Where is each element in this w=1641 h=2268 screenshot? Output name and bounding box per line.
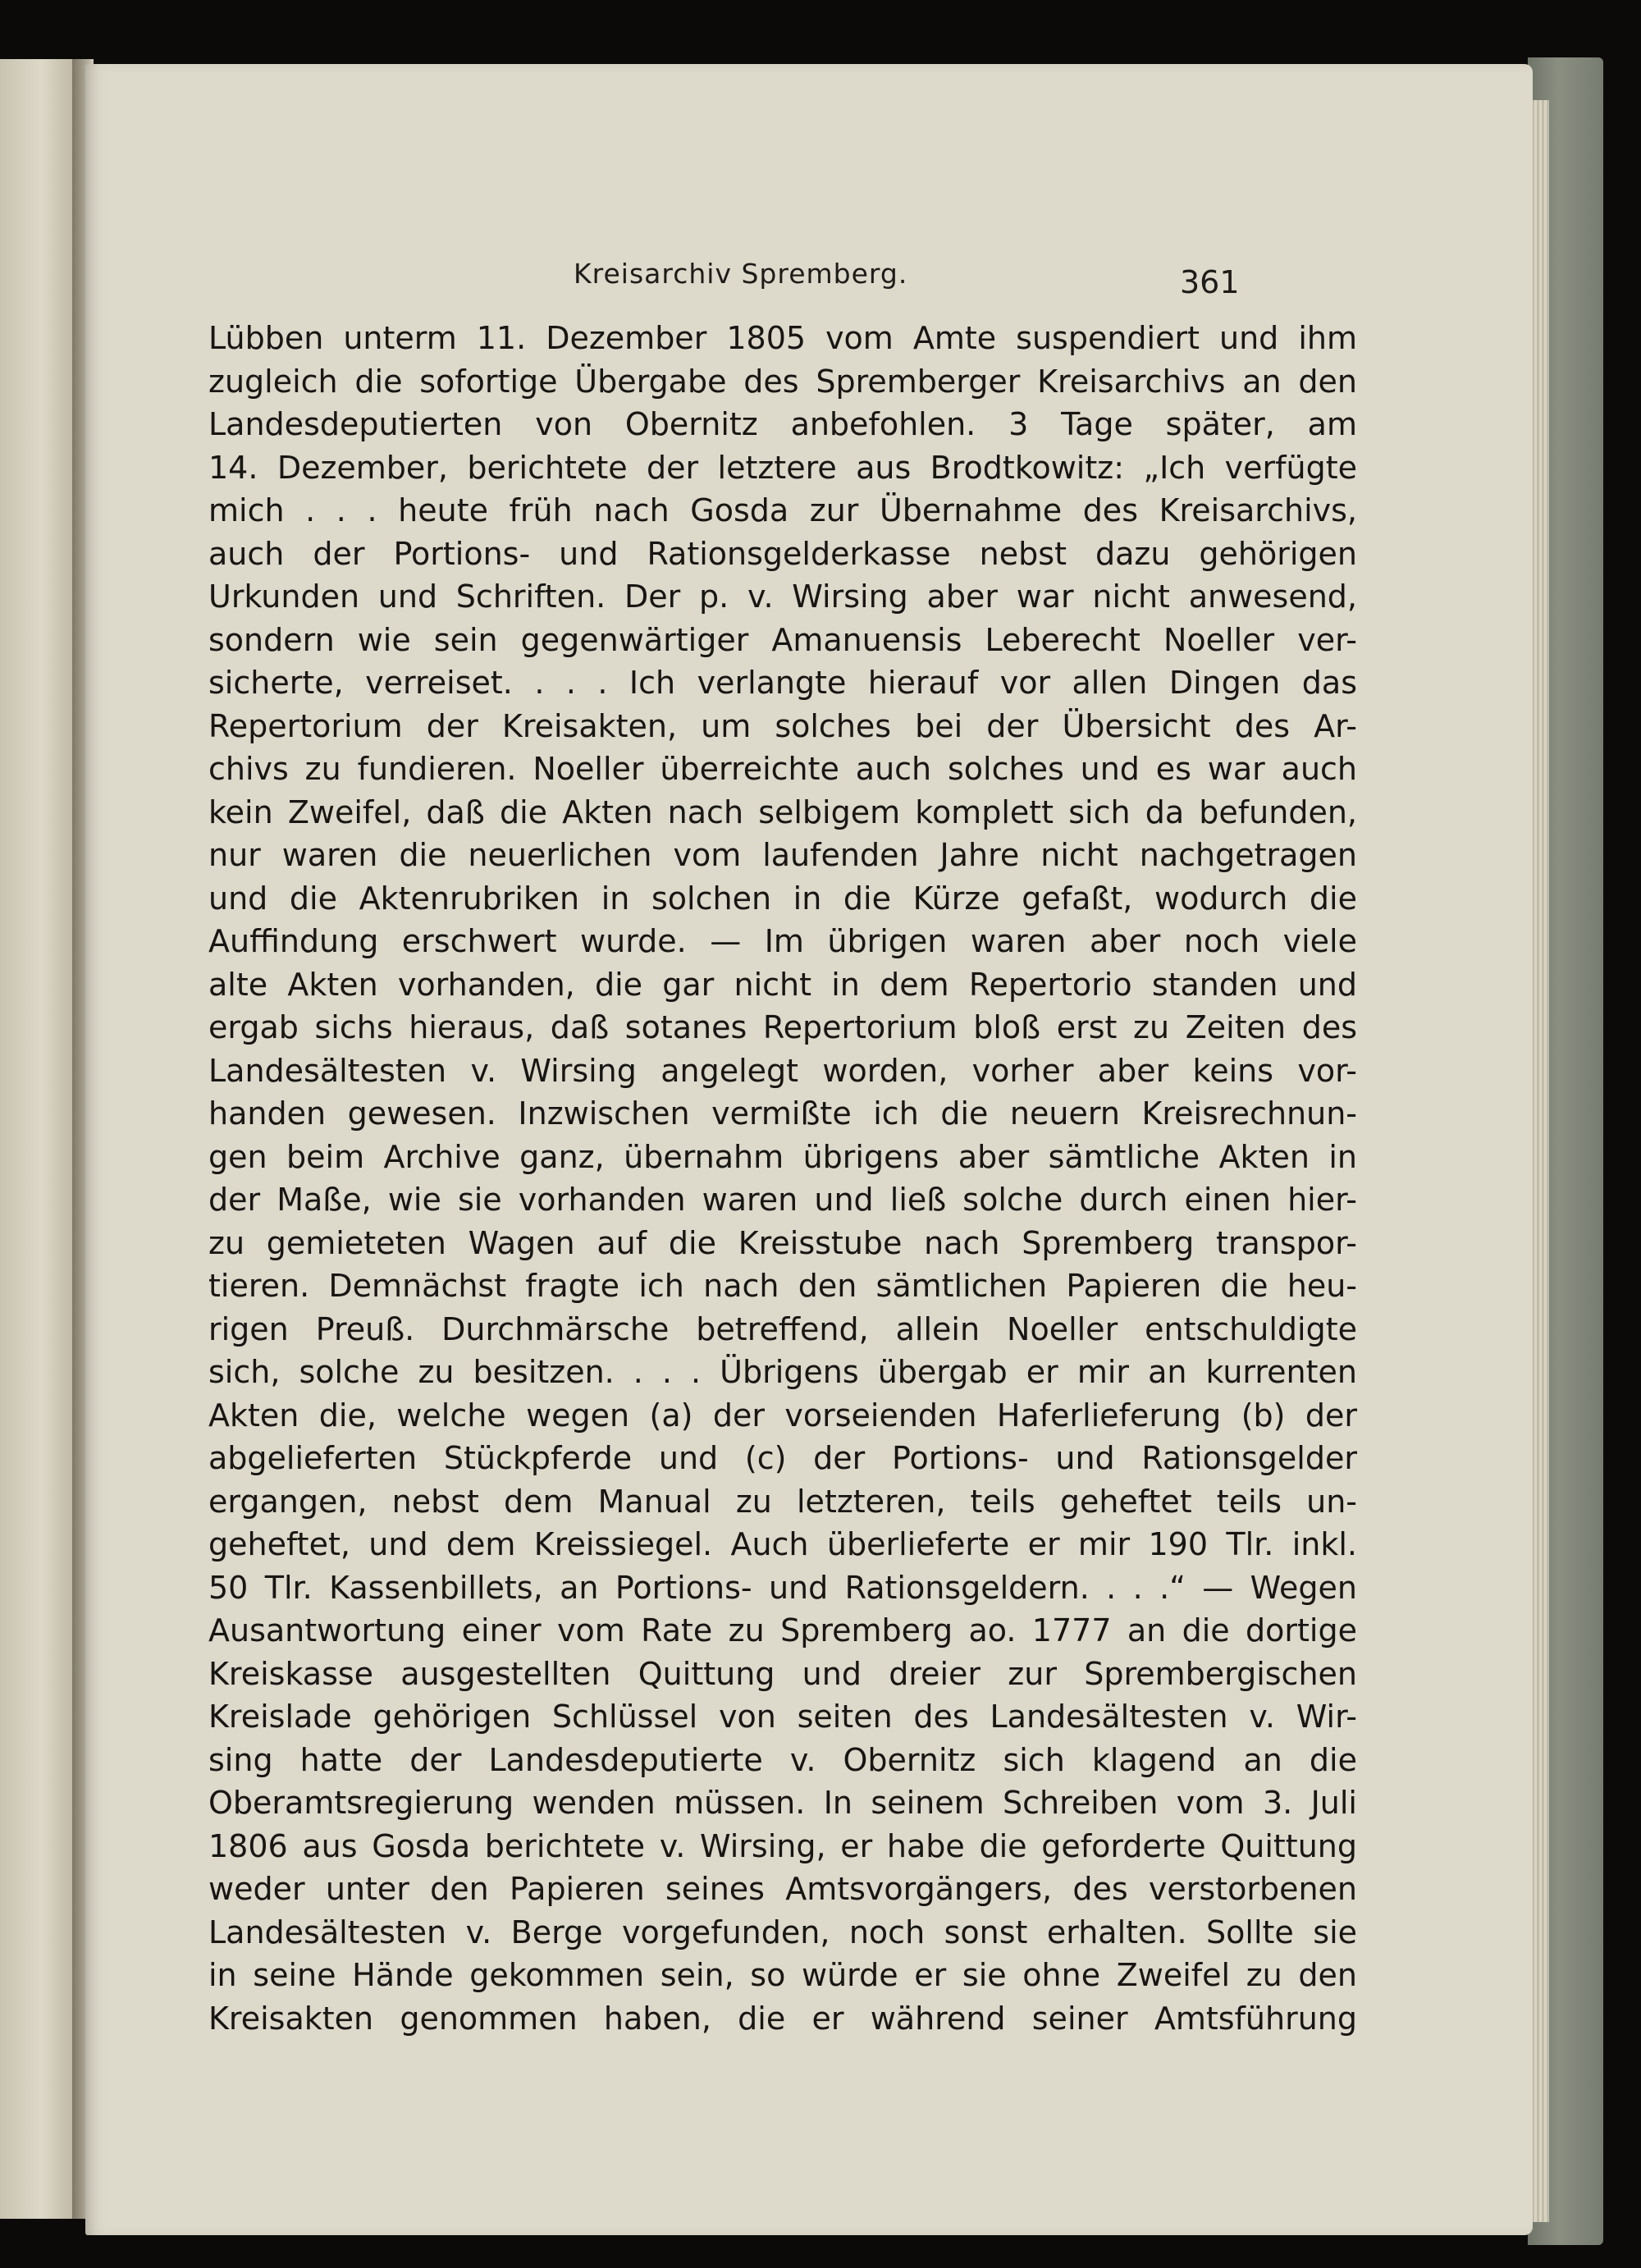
text-line-content: Landesältesten v. Berge vorgefunden, noch sonst erhalten. Sollte sie bbox=[208, 1914, 1357, 1950]
text-line bbox=[208, 1609, 1357, 1653]
text-line bbox=[208, 661, 1357, 705]
text-line bbox=[208, 1006, 1357, 1049]
text-line-content: Akten die, welche wegen (a) der vorseienden Haferlieferung (b) der bbox=[208, 1397, 1357, 1434]
text-line bbox=[208, 1480, 1357, 1524]
text-line bbox=[208, 446, 1357, 490]
text-line bbox=[208, 705, 1357, 748]
text-line-content: sing hatte der Landesdeputierte v. Obernitz sich klagend an die bbox=[208, 1741, 1357, 1778]
text-line bbox=[208, 1911, 1357, 1955]
text-line-content: Ausantwortung einer vom Rate zu Spremberg ao. 1777 an die dortige bbox=[208, 1612, 1357, 1648]
text-line-content: der Maße, wie sie vorhanden waren und ließ solche durch einen hier- bbox=[208, 1182, 1357, 1218]
text-line-content: handen gewesen. Inzwischen vermißte ich die neuern Kreisrechnun- bbox=[208, 1095, 1357, 1132]
text-line-content: Kreisakten genommen haben, die er während seiner Amtsführung bbox=[208, 2000, 1357, 2037]
text-line bbox=[208, 1825, 1357, 1868]
body-text bbox=[208, 317, 1357, 2040]
text-line bbox=[208, 1351, 1357, 1394]
text-line-content: in seine Hände gekommen sein, so würde er sie ohne Zweifel zu den bbox=[208, 1957, 1357, 1993]
text-line-content: und die Aktenrubriken in solchen in die Kürze gefaßt, wodurch die bbox=[208, 880, 1357, 917]
text-line bbox=[208, 834, 1357, 877]
text-line-content: sicherte, verreiset. . . . Ich verlangte hierauf vor allen Dingen das bbox=[208, 665, 1357, 701]
text-line bbox=[208, 1308, 1357, 1351]
left-page-edge bbox=[0, 59, 75, 2219]
text-line bbox=[208, 1264, 1357, 1308]
text-line bbox=[208, 1394, 1357, 1438]
text-line bbox=[208, 1222, 1357, 1265]
text-line bbox=[208, 920, 1357, 963]
text-line-content: kein Zweifel, daß die Akten nach selbigem komplett sich da befunden, bbox=[208, 793, 1357, 830]
text-line-content: Repertorium der Kreisakten, um solches bei der Übersicht des Ar- bbox=[208, 707, 1357, 744]
text-line-content: ergab sichs hieraus, daß sotanes Repertorium bloß erst zu Zeiten des bbox=[208, 1009, 1357, 1045]
book-page bbox=[85, 64, 1533, 2235]
text-line-content: geheftet, und dem Kreissiegel. Auch überlieferte er mir 190 Tlr. inkl. bbox=[208, 1526, 1357, 1562]
text-line bbox=[208, 575, 1357, 619]
text-line-content: zugleich die sofortige Übergabe des Spremberger Kreisarchivs an den bbox=[208, 363, 1357, 400]
text-line bbox=[208, 489, 1357, 533]
text-line bbox=[208, 1653, 1357, 1696]
text-line-content: Landesältesten v. Wirsing angelegt worden, vorher aber keins vor- bbox=[208, 1052, 1357, 1089]
text-line-content: sich, solche zu besitzen. . . . Übrigens übergab er mir an kurrenten bbox=[208, 1354, 1357, 1390]
text-line-content: Lübben unterm 11. Dezember 1805 vom Amte suspendiert und ihm bbox=[208, 320, 1357, 356]
text-line-content: chivs zu fundieren. Noeller überreichte auch solches und es war auch bbox=[208, 751, 1357, 787]
text-line bbox=[208, 1136, 1357, 1179]
text-line bbox=[208, 1781, 1357, 1825]
text-line bbox=[208, 1739, 1357, 1782]
text-line-content: gen beim Archive ganz, übernahm übrigens aber sämtliche Akten in bbox=[208, 1138, 1357, 1175]
text-line-content: Auffindung erschwert wurde. — Im übrigen waren aber noch viele bbox=[208, 923, 1357, 959]
text-line bbox=[208, 1178, 1357, 1222]
text-line bbox=[208, 791, 1357, 834]
text-line-content: sondern wie sein gegenwärtiger Amanuensis Leberecht Noeller ver- bbox=[208, 621, 1357, 658]
text-line-content: alte Akten vorhanden, die gar nicht in dem Repertorio standen und bbox=[208, 966, 1357, 1003]
text-line bbox=[208, 1695, 1357, 1739]
page-number: 361 bbox=[1180, 264, 1240, 300]
text-line-content: nur waren die neuerlichen vom laufenden Jahre nicht nachgetragen bbox=[208, 837, 1357, 873]
text-line bbox=[208, 963, 1357, 1007]
text-line-content: Kreislade gehörigen Schlüssel von seiten des Landesältesten v. Wir- bbox=[208, 1699, 1357, 1735]
running-head-title: Kreisarchiv Spremberg. bbox=[574, 258, 908, 290]
text-line bbox=[208, 877, 1357, 921]
text-line bbox=[208, 1049, 1357, 1093]
text-line-content: 14. Dezember, berichtete der letztere aus Brodtkowitz: „Ich verfügte bbox=[208, 449, 1357, 486]
text-line-content: tieren. Demnächst fragte ich nach den sämtlichen Papieren die heu- bbox=[208, 1268, 1357, 1304]
text-line-content: mich . . . heute früh nach Gosda zur Übernahme des Kreisarchivs, bbox=[208, 492, 1357, 528]
text-line-content: auch der Portions- und Rationsgelderkasse nebst dazu gehörigen bbox=[208, 535, 1357, 572]
text-line-content: abgelieferten Stückpferde und (c) der Portions- und Rationsgelder bbox=[208, 1440, 1357, 1476]
text-line-content: Landesdeputierten von Obernitz anbefohlen. 3 Tage später, am bbox=[208, 406, 1357, 442]
text-line-content: Oberamtsregierung wenden müssen. In seinem Schreiben vom 3. Juli bbox=[208, 1785, 1357, 1821]
text-line bbox=[208, 1997, 1357, 2041]
text-line-content: Urkunden und Schriften. Der p. v. Wirsing aber war nicht anwesend, bbox=[208, 578, 1357, 615]
text-line-content: rigen Preuß. Durchmärsche betreffend, allein Noeller entschuldigte bbox=[208, 1310, 1357, 1347]
text-line bbox=[208, 403, 1357, 446]
text-line bbox=[208, 1566, 1357, 1610]
text-line-content: zu gemieteten Wagen auf die Kreisstube nach Spremberg transpor- bbox=[208, 1224, 1357, 1261]
text-line bbox=[208, 1954, 1357, 1997]
text-line bbox=[208, 1092, 1357, 1136]
text-line bbox=[208, 1868, 1357, 1911]
text-line-content: weder unter den Papieren seines Amtsvorgängers, des verstorbenen bbox=[208, 1871, 1357, 1907]
text-line bbox=[208, 1523, 1357, 1566]
text-line bbox=[208, 748, 1357, 791]
text-line bbox=[208, 1437, 1357, 1480]
text-line-content: 1806 aus Gosda berichtete v. Wirsing, er habe die geforderte Quittung bbox=[208, 1827, 1357, 1864]
text-line bbox=[208, 360, 1357, 404]
text-line bbox=[208, 619, 1357, 662]
text-line-content: ergangen, nebst dem Manual zu letzteren, teils geheftet teils un- bbox=[208, 1483, 1357, 1520]
text-line bbox=[208, 533, 1357, 576]
text-line bbox=[208, 317, 1357, 360]
text-line-content: Kreiskasse ausgestellten Quittung und dreier zur Sprembergischen bbox=[208, 1655, 1357, 1692]
text-line-content: 50 Tlr. Kassenbillets, an Portions- und Rationsgeldern. . . .“ — Wegen bbox=[208, 1569, 1357, 1606]
